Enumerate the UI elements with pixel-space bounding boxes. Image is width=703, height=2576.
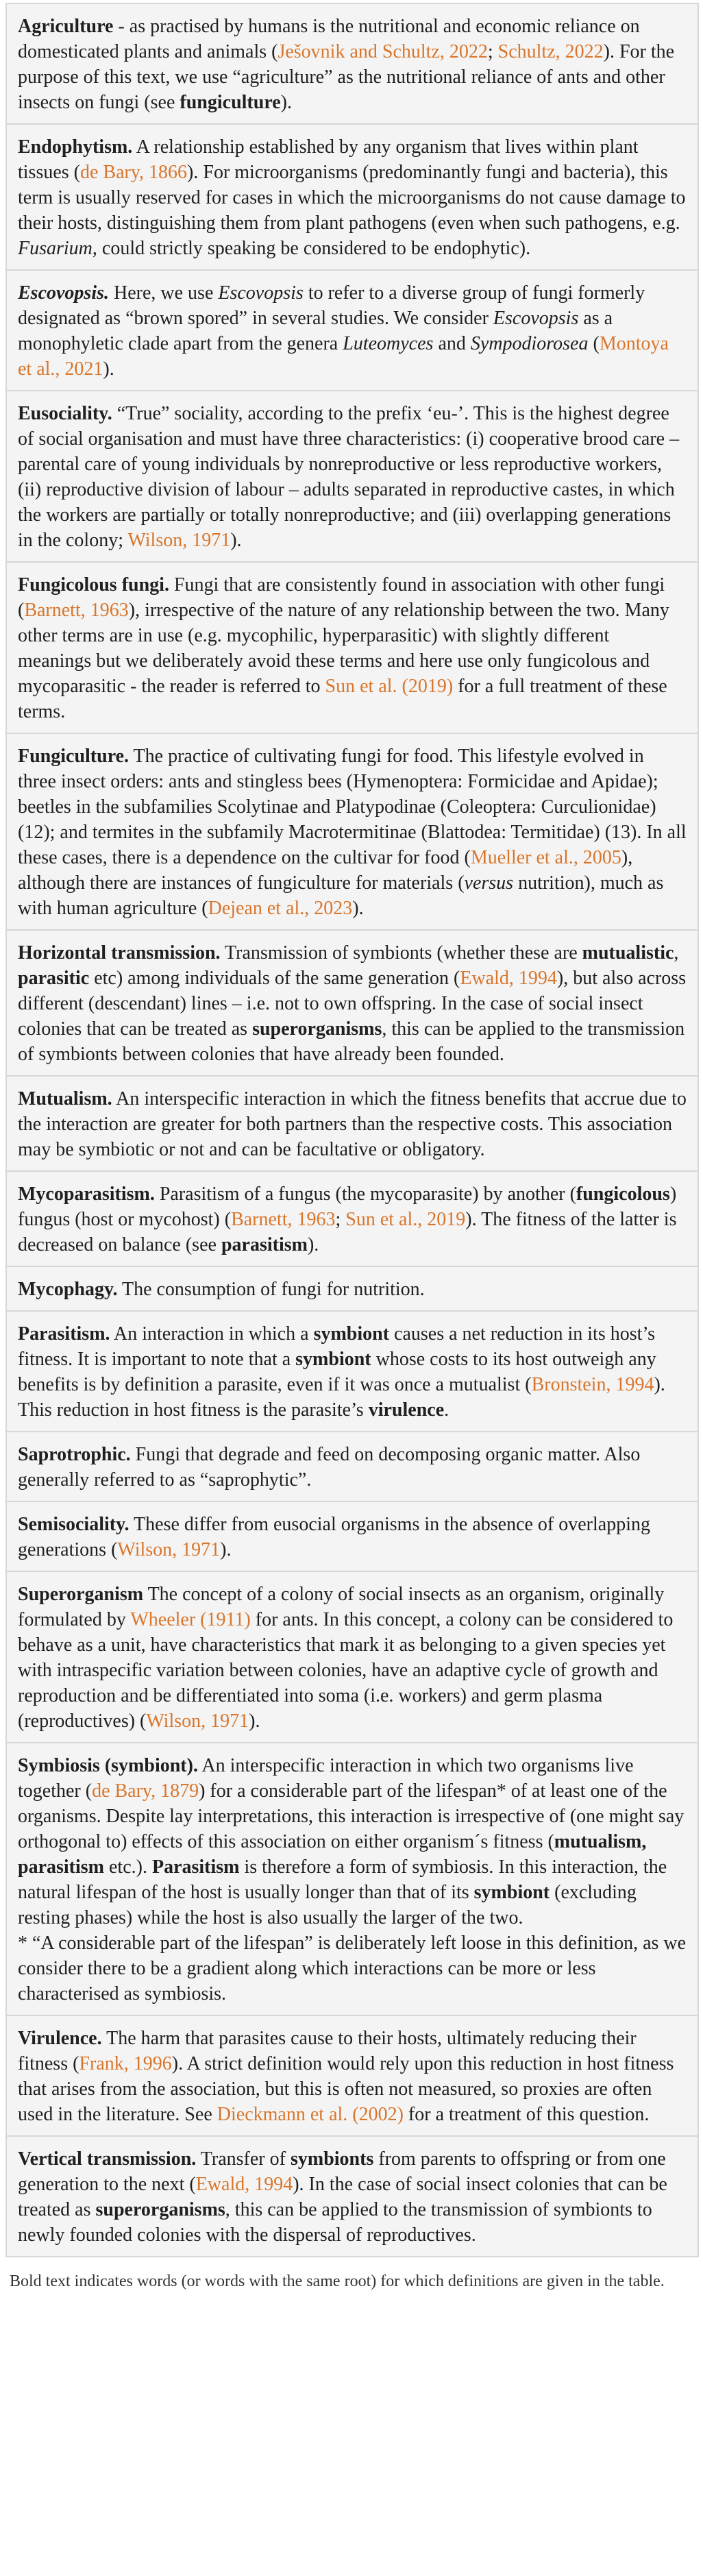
citation-link[interactable]: Sun et al. (2019) xyxy=(325,676,454,697)
definition-text: ). xyxy=(230,530,242,551)
glossary-entry xyxy=(5,561,699,734)
definition-text: ). xyxy=(249,1710,260,1732)
definition-text: “True” sociality, according to the prefix ‘eu-’. This is the highest degree of social organisation and must have three characteristics: (i) cooperative brood care – parental care of young individuals by nonreproductive or less reproductive workers, (ii) reproductive division of labour – adults separated in reproductive castes, in which the workers are partially or totally nonreproductive; and (iii) overlapping generations in the colony; xyxy=(18,403,680,551)
glossary-term: Parasitism. xyxy=(18,1323,110,1345)
definition-text: ). xyxy=(352,898,364,919)
glossary-term: Endophytism. xyxy=(18,136,133,158)
citation-link[interactable]: Montoya et al., 2021 xyxy=(18,333,669,380)
citation-link[interactable]: Dieckmann et al. (2002) xyxy=(217,2104,404,2125)
glossary-term: Symbiosis (symbiont). xyxy=(18,1755,198,1776)
cross-reference-term: superorganisms xyxy=(252,1018,382,1040)
citation-link[interactable]: Barnett, 1963 xyxy=(231,1209,336,1230)
glossary-term: Mycoparasitism. xyxy=(18,1183,155,1205)
citation-link[interactable]: Schultz, 2022 xyxy=(497,41,604,62)
italic-text: Luteomyces xyxy=(343,333,434,354)
glossary-entry xyxy=(5,2135,699,2257)
definition-text: Transfer of xyxy=(196,2148,291,2170)
glossary-term: Escovopsis. xyxy=(18,282,109,304)
cross-reference-term: fungicolous xyxy=(576,1183,670,1205)
citation-link[interactable]: Ješovnik and Schultz, 2022 xyxy=(278,41,488,62)
glossary-entry xyxy=(5,1310,699,1432)
definition-text: A relationship established by any organism that lives within plant tissues ( xyxy=(18,136,639,183)
definition-text: ). xyxy=(103,358,114,380)
definition-text: The consumption of fungi for nutrition. xyxy=(117,1279,425,1300)
citation-link[interactable]: Sun et al., 2019 xyxy=(345,1209,466,1230)
glossary-entry xyxy=(5,1170,699,1267)
definition-text: Parasitism of a fungus (the mycoparasite) by another ( xyxy=(154,1183,576,1205)
definition-text: ), although there are instances of fungiculture for materials ( xyxy=(18,847,633,894)
glossary-entry xyxy=(5,123,699,271)
definition-text: whose costs to its host outweigh any benefits is by definition a parasite, even if it was once a mutualist ( xyxy=(18,1349,656,1395)
italic-text: Escovopsis xyxy=(218,282,304,304)
definition-text: etc.). xyxy=(104,1856,152,1878)
definition-text: causes a net reduction in its host’s fitness. It is important to note that a xyxy=(18,1323,656,1370)
glossary-entry xyxy=(5,1501,699,1572)
glossary-entry xyxy=(5,733,699,931)
cross-reference-term: symbiont xyxy=(295,1349,371,1370)
definition-text: ). xyxy=(280,92,292,113)
italic-text: Sympodiorosea xyxy=(470,333,589,354)
citation-link[interactable]: Wilson, 1971 xyxy=(117,1539,221,1560)
definition-text: as a monophyletic clade apart from the genera xyxy=(18,308,613,354)
citation-link[interactable]: Mueller et al., 2005 xyxy=(470,847,621,868)
glossary-entry: Symbiosis (symbiont). An interspecific interaction in which two organisms live together (de Bary, 1879) for a considerable part of the lifespan* of at least one of the organisms. Despite lay interpretations, this interaction is irrespective of (one might say orthogonal to) effects of this association on either organism´s fitness (mutualism, parasitism etc.). Parasitism is therefore a form of symbiosis. In this interaction, the natural lifespan of the host is usually longer than that of its symbiont (excluding resting phases) while the host is also usually the larger of the two. * “A considerable part of the lifespan” is deliberately left loose in this definition, as we consider there to be a gradient along which interactions can be more or less characterised as symbiosis. xyxy=(5,1742,699,2016)
definition-text: to refer to a diverse group of fungi formerly designated as “brown spored” in several studies. We consider xyxy=(18,282,645,329)
definition-text: The concept of a colony of social insects as an organism, originally formulated by xyxy=(18,1584,665,1630)
citation-link[interactable]: Barnett, 1963 xyxy=(24,600,129,621)
definition-text: Fungi that degrade and feed on decomposing organic matter. Also generally referred to as “saprophytic”. xyxy=(18,1444,641,1491)
cross-reference-term: symbiont xyxy=(473,1882,550,1903)
glossary-term: Fungicolous fungi. xyxy=(18,574,169,596)
definition-text: Here, we use xyxy=(109,282,219,304)
glossary-entry xyxy=(5,929,699,1077)
citation-link[interactable]: Wilson, 1971 xyxy=(127,530,231,551)
definition-text: Fungi that are consistently found in association with other fungi ( xyxy=(18,574,665,621)
cross-reference-term: symbiont xyxy=(313,1323,390,1345)
definition-text: The practice of cultivating fungi for food. This lifestyle evolved in three insect orders: ants and stingless bees (Hymenoptera: Formicidae and Apidae); beetles in the subfamilies Scolytinae and Platypodinae (Coleoptera: Curculionidae) (12); and termites in the subfamily Macrotermitinae (Blattodea: Termitidae) (13). In all these cases, there is a dependence on the cultivar for food ( xyxy=(18,746,687,868)
definition-text: ). For the purpose of this text, we use “agriculture” as the nutritional reliance of ants and other insects on fungi (see xyxy=(18,41,675,113)
definition-text: Transmission of symbionts (whether these are xyxy=(220,942,582,964)
definition-text: These differ from eusocial organisms in the absence of overlapping generations ( xyxy=(18,1514,650,1560)
definition-text: ) for a considerable part of the lifespan* of at least one of the organisms. Despite lay interpretations, this interaction is irrespective of (one might say orthogonal to) effects of this association on either organism´s fitness ( xyxy=(18,1780,684,1852)
cross-reference-term: parasitism xyxy=(221,1234,308,1255)
glossary-entry xyxy=(5,3,699,125)
citation-link[interactable]: Wilson, 1971 xyxy=(146,1710,249,1732)
definition-text: , this can be applied to the transmission of symbionts between colonies that have already been founded. xyxy=(18,1018,685,1065)
citation-link[interactable]: de Bary, 1879 xyxy=(92,1780,199,1802)
glossary-term: Fungiculture. xyxy=(18,746,130,767)
citation-link[interactable]: Wheeler (1911) xyxy=(130,1609,251,1630)
glossary-term: Saprotrophic. xyxy=(18,1444,131,1465)
glossary-entry xyxy=(5,2015,699,2137)
definition-text: An interspecific interaction in which two organisms live together ( xyxy=(18,1755,634,1802)
glossary-table xyxy=(5,3,699,2256)
citation-link[interactable]: Frank, 1996 xyxy=(79,2053,172,2074)
cross-reference-term: mutualism, parasitism xyxy=(18,1831,647,1878)
citation-link[interactable]: Ewald, 1994 xyxy=(460,968,557,989)
cross-reference-term: symbionts xyxy=(290,2148,374,2170)
definition-text: ). This reduction in host fitness is the parasite’s xyxy=(18,1374,665,1421)
glossary-term: Superorganism xyxy=(18,1584,144,1605)
definition-text: An interspecific interaction in which the fitness benefits that accrue due to the interaction are greater for both partners than the respective costs. This association may be symbiotic or not and can be facultative or obligatory. xyxy=(18,1088,687,1160)
definition-text: ). In the case of social insect colonies that can be treated as xyxy=(18,2174,667,2220)
definition-text: is therefore a form of symbiosis. In this interaction, the natural lifespan of the host is usually longer than that of its xyxy=(18,1856,667,1903)
citation-link[interactable]: de Bary, 1866 xyxy=(80,162,188,183)
definition-text: ). A strict definition would rely upon this reduction in host fitness that arises from the association, but this is often not measured, so proxies are often used in the literature. See xyxy=(18,2053,674,2125)
citation-link[interactable]: Ewald, 1994 xyxy=(195,2174,293,2195)
glossary-term: Mycophagy. xyxy=(18,1279,118,1300)
glossary-entry xyxy=(5,390,699,563)
glossary-term: Semisociality. xyxy=(18,1514,130,1535)
glossary-term: Eusociality. xyxy=(18,403,112,424)
definition-text: An interaction in which a xyxy=(110,1323,314,1345)
definition-text: ). For microorganisms (predominantly fungi and bacteria), this term is usually reserved for cases in which the microorganisms do not cause damage to their hosts, distinguishing them from plant pathogens (even when such pathogens, e.g. xyxy=(18,162,686,234)
definition-text: for ants. In this concept, a colony can be considered to behave as a unit, have characteristics that mark it as belonging to a given species yet with intraspecific variation between colonies, have an adaptive cycle of growth and reproduction and be differentiated into soma (i.e. workers) and germ plasma (reproductives) ( xyxy=(18,1609,674,1732)
definition-text: ( xyxy=(588,333,600,354)
definition-text: , this can be applied to the transmission of symbionts to newly founded colonies with the dispersal of reproductives. xyxy=(18,2199,652,2246)
definition-text: ; xyxy=(487,41,498,62)
glossary-term: Vertical transmission. xyxy=(18,2148,197,2170)
definition-text: ) fungus (host or mycohost) ( xyxy=(18,1183,677,1230)
definition-text: . xyxy=(444,1399,449,1421)
italic-text: Escovopsis xyxy=(493,308,579,329)
italic-text: versus xyxy=(464,872,514,894)
cross-reference-term: fungiculture xyxy=(180,92,281,113)
italic-text: Fusarium xyxy=(18,238,92,259)
glossary-term: Mutualism. xyxy=(18,1088,112,1109)
definition-text: for a full treatment of these terms. xyxy=(18,676,667,722)
definition-text: , could strictly speaking be considered to be endophytic). xyxy=(92,238,531,259)
glossary-term: Virulence. xyxy=(18,2028,102,2049)
glossary-term: Agriculture xyxy=(18,16,114,37)
definition-text: The harm that parasites cause to their hosts, ultimately reducing their fitness ( xyxy=(18,2028,637,2074)
definition-text: ), but also across different (descendant) lines – i.e. not to own offspring. In the case of social insect colonies that can be treated as xyxy=(18,968,687,1040)
table-footnote: Bold text indicates words (or words with the same root) for which definitions are given in the table. xyxy=(10,2272,665,2290)
definition-text: ; xyxy=(335,1209,346,1230)
cross-reference-term: Parasitism xyxy=(151,1856,240,1878)
definition-text: (excluding resting phases) while the host is also usually the larger of the two. xyxy=(18,1882,637,1928)
glossary-entry xyxy=(5,269,699,391)
glossary-entry xyxy=(5,1431,699,1502)
glossary-term: Horizontal transmission. xyxy=(18,942,221,964)
glossary-entry xyxy=(5,1266,699,1312)
definition-text: from parents to offspring or from one generation to the next ( xyxy=(18,2148,666,2195)
definition-text: ). xyxy=(307,1234,319,1255)
definition-text: ). The fitness of the latter is decreased on balance (see xyxy=(18,1209,677,1255)
cross-reference-term: superorganisms xyxy=(95,2199,225,2220)
definition-text: nutrition), much as with human agriculture ( xyxy=(18,872,664,919)
definition-text: for a treatment of this question. xyxy=(403,2104,650,2125)
cross-reference-term: virulence xyxy=(368,1399,445,1421)
glossary-entry xyxy=(5,1571,699,1743)
glossary-entry xyxy=(5,1075,699,1172)
citation-link[interactable]: Bronstein, 1994 xyxy=(531,1374,654,1395)
definition-text: etc) among individuals of the same generation ( xyxy=(89,968,460,989)
definition-text: ). xyxy=(220,1539,232,1560)
definition-text: - as practised by humans is the nutritional and economic reliance on domesticated plants and animals ( xyxy=(18,16,640,62)
cross-reference-term: mutualistic xyxy=(582,942,674,964)
citation-link[interactable]: Dejean et al., 2023 xyxy=(208,898,353,919)
definition-text: and xyxy=(433,333,471,354)
definition-text: , xyxy=(674,942,679,964)
definition-text: ), irrespective of the nature of any relationship between the two. Many other terms are in use (e.g. mycophilic, hyperparasitic) with slightly different meanings but we deliberately avoid these terms and here use only fungicolous and mycoparasitic - the reader is referred to xyxy=(18,600,669,697)
cross-reference-term: parasitic xyxy=(18,968,90,989)
